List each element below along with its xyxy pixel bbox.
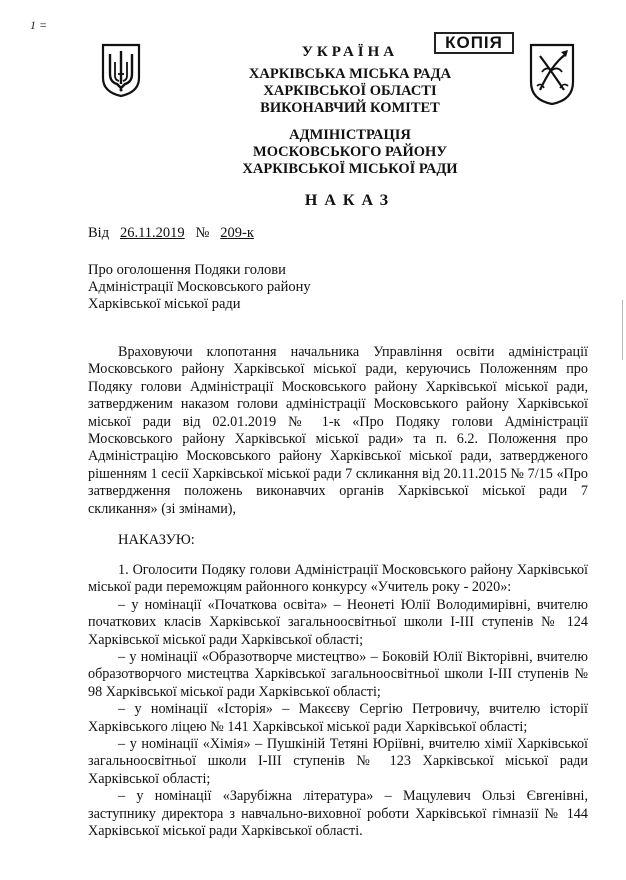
order-item: – у номінації «Історія» – Макєєву Сергію Петровичу, вчителю історії Харківського ліцею № 141 Харківської міської ради Харківської області; [88, 701, 588, 735]
preamble-paragraph: Враховуючи клопотання начальника Управління освіти адміністрації Московського району Харківської міської ради, керуючись Положенням про Подяку голови Адміністрації Московського району Харківської міської ради, затвердженим наказом голови адміністрації Московського району Харківської міської ради від 02.01.2019 № 1-к «Про Подяку голови Адміністрації Московського району Харківської міської ради» та п. 6.2. Положення про Адміністрацію Московського району Харківської міської ради, затвердженого рішенням 1 сесії Харківської міської ради 7 скликання від 20.11.2015 № 7/15 «Про затвердження положень виконавчих органів Харківської міської ради 7 скликання» (зі змінами), [88, 344, 588, 517]
copy-stamp: КОПІЯ [434, 32, 514, 54]
order-from-label: Від [88, 225, 110, 241]
order-subject [88, 262, 311, 313]
order-items-list [88, 562, 588, 841]
order-number-label: № [195, 225, 210, 241]
subject-line: Харківської міської ради [88, 296, 241, 312]
header-admin-line-1: АДМІНІСТРАЦІЯ [289, 127, 411, 143]
order-date-number [88, 225, 254, 242]
header-org-line-2: ХАРКІВСЬКОЇ ОБЛАСТІ [263, 83, 437, 99]
trident-coat-of-arms-icon [100, 42, 142, 98]
document-title: НАКАЗ [304, 192, 396, 209]
corner-handwritten-mark: 1 = [30, 18, 48, 32]
scan-edge-line [622, 300, 623, 360]
order-item: 1. Оголосити Подяку голови Адміністрації Московського району Харківської міської ради переможцям районного конкурсу «Учитель року - 2020»: [88, 562, 588, 596]
header-org-line-3: ВИКОНАВЧИЙ КОМІТЕТ [260, 100, 440, 116]
directive-label: НАКАЗУЮ: [118, 532, 195, 548]
order-item: – у номінації «Зарубіжна література» – Мацулевич Ользі Євгенівні, заступнику директора з навчально-виховної роботи Харківської гімназії № 144 Харківської міської ради Харківської області. [88, 788, 588, 840]
subject-line: Адміністрації Московського району [88, 279, 311, 295]
subject-line: Про оголошення Подяки голови [88, 262, 286, 278]
header-admin-line-2: МОСКОВСЬКОГО РАЙОНУ [253, 144, 447, 160]
order-item: – у номінації «Початкова освіта» – Неонеті Юлії Володимирівні, вчителю початкових класів Харківської загальноосвітньої школи І-ІІІ ступенів № 124 Харківської міської ради Харківської області; [88, 596, 588, 648]
order-item: – у номінації «Хімія» – Пушкіній Тетяні Юріївні, вчителю хімії Харківської загальноосвітньої школи І-ІІІ ступенів № 123 Харківської міської ради Харківської області; [88, 736, 588, 787]
order-date: 26.11.2019 [119, 225, 185, 241]
header-org-line-1: ХАРКІВСЬКА МІСЬКА РАДА [248, 66, 452, 82]
order-number: 209-к [220, 225, 254, 241]
header-admin-line-3: ХАРКІВСЬКОЇ МІСЬКОЇ РАДИ [242, 161, 458, 177]
header-country: УКРАЇНА [301, 44, 399, 60]
order-item: – у номінації «Образотворче мистецтво» – Боковій Юлії Вікторівні, вчителю образотворчого мистецтва Харківської загальноосвітньої школи І-ІІІ ступенів № 98 Харківської міської ради Харківської області; [88, 649, 588, 700]
preamble-block [88, 344, 588, 518]
